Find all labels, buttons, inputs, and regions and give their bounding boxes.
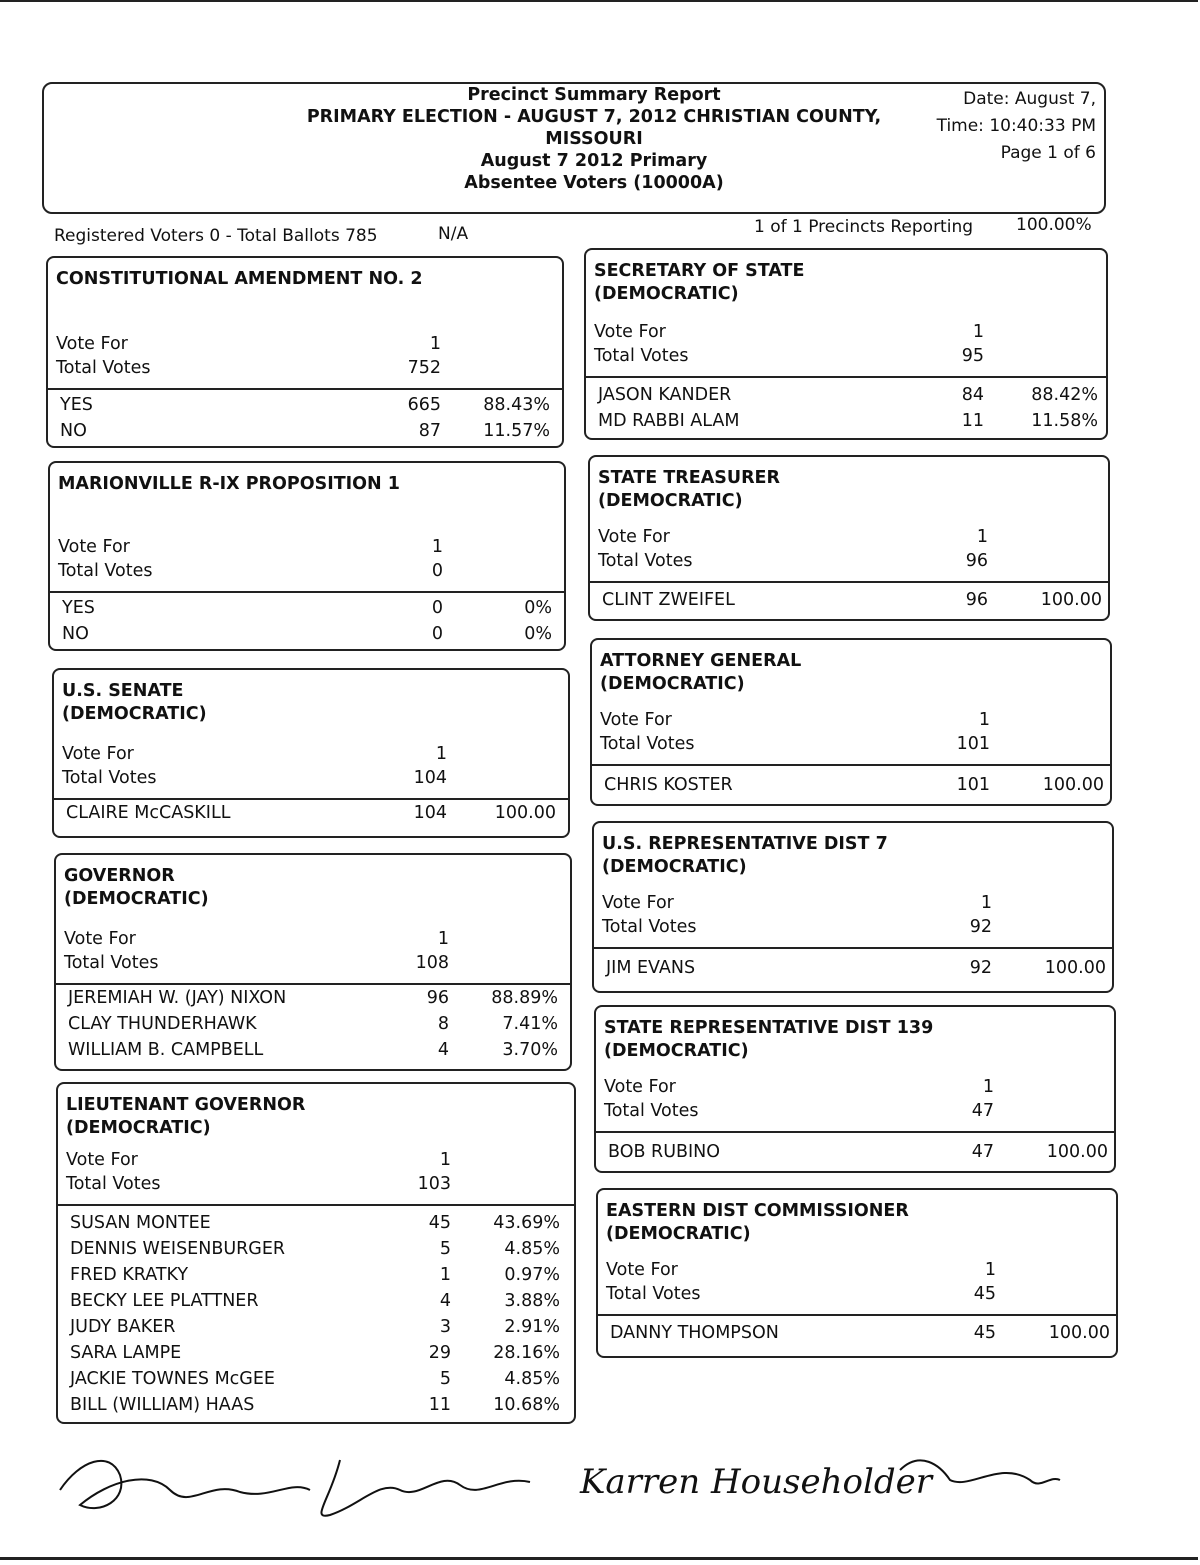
candidate-row [598,382,1098,408]
title-line: Precinct Summary Report [467,85,721,105]
candidate-name: BECKY LEE PLATTNER [70,1291,259,1311]
candidate-percent: 100.00 [494,803,556,823]
candidate-votes: 96 [426,988,449,1008]
total-votes-row [594,344,1098,368]
candidate-percent: 28.16% [493,1343,560,1363]
candidate-name: CLINT ZWEIFEL [602,590,735,610]
report-title [264,84,924,194]
vote-for-row [600,708,1102,732]
vote-for-row-label: Vote For [62,744,134,764]
total-votes-row-label: Total Votes [604,1101,699,1121]
vote-for-row [598,525,1100,549]
total-votes-row-value: 104 [413,768,447,788]
candidate-name: YES [62,598,95,618]
reporting-percent: 100.00% [1016,215,1092,235]
candidate-name: DANNY THOMPSON [610,1323,779,1343]
candidate-percent: 2.91% [504,1317,560,1337]
candidate-name: YES [60,395,93,415]
candidate-votes: 45 [428,1213,451,1233]
total-votes-row-value: 47 [971,1101,994,1121]
race-divider [586,376,1106,378]
total-votes-row [62,766,560,790]
race-box [54,853,572,1071]
candidate-percent: 0% [524,598,552,618]
candidate-percent: 88.42% [1031,385,1098,405]
vote-for-row-label: Vote For [604,1077,676,1097]
race-divider [596,1131,1114,1133]
race-title: EASTERN DIST COMMISSIONER (DEMOCRATIC) [606,1201,909,1244]
candidate-row [68,985,562,1011]
candidate-percent: 0% [524,624,552,644]
candidate-name: SUSAN MONTEE [70,1213,211,1233]
candidate-votes: 8 [437,1014,449,1034]
candidate-votes: 92 [969,958,992,978]
race-box [590,638,1112,806]
total-votes-row-value: 0 [431,561,443,581]
candidate-votes: 96 [965,590,988,610]
page-number: Page 1 of 6 [1000,143,1096,163]
candidate-percent: 88.43% [483,395,550,415]
total-votes-row [602,915,1104,939]
total-votes-row-label: Total Votes [64,953,159,973]
vote-for-row-value: 1 [978,710,990,730]
total-votes-row-value: 96 [965,551,988,571]
vote-for-row-value: 1 [972,322,984,342]
race-box [584,248,1108,440]
total-votes-row [598,549,1100,573]
race-title: STATE REPRESENTATIVE DIST 139 (DEMOCRATIC) [604,1018,934,1061]
race-title: STATE TREASURER (DEMOCRATIC) [598,468,780,511]
candidate-votes: 45 [973,1323,996,1343]
candidate-row [70,1236,566,1262]
vote-for-row-label: Vote For [606,1260,678,1280]
candidate-percent: 43.69% [493,1213,560,1233]
total-votes-row-value: 45 [973,1284,996,1304]
candidate-votes: 47 [971,1142,994,1162]
candidate-row [62,621,556,647]
candidate-row [70,1366,566,1392]
vote-for-row-label: Vote For [66,1150,138,1170]
candidate-row [70,1314,566,1340]
candidate-percent: 100.00 [1040,590,1102,610]
candidate-name: JASON KANDER [598,385,732,405]
total-votes-row-label: Total Votes [606,1284,701,1304]
candidate-row [70,1340,566,1366]
total-votes-row-label: Total Votes [594,346,689,366]
vote-for-row-value: 1 [435,744,447,764]
total-votes-row [64,951,562,975]
candidate-name: WILLIAM B. CAMPBELL [68,1040,264,1060]
candidate-percent: 11.58% [1031,411,1098,431]
candidate-votes: 0 [431,624,443,644]
total-votes-row [600,732,1102,756]
total-votes-row [606,1282,1108,1306]
signature-householder: Karren Householder [580,1462,932,1502]
candidate-name: JUDY BAKER [70,1317,176,1337]
candidate-votes: 665 [407,395,441,415]
vote-for-row [56,332,554,356]
race-box [48,461,566,651]
candidate-votes: 87 [418,421,441,441]
vote-for-row [606,1258,1108,1282]
vote-for-row-value: 1 [429,334,441,354]
candidate-percent: 88.89% [491,988,558,1008]
candidate-row [68,1011,562,1037]
candidate-name: JACKIE TOWNES McGEE [70,1369,275,1389]
total-votes-row-label: Total Votes [602,917,697,937]
race-divider [598,1314,1116,1316]
candidate-name: BOB RUBINO [608,1142,721,1162]
title-line: Absentee Voters (10000A) [464,173,724,193]
vote-for-row-value: 1 [982,1077,994,1097]
candidate-percent: 0.97% [504,1265,560,1285]
total-votes-row-value: 95 [961,346,984,366]
vote-for-row-value: 1 [976,527,988,547]
total-votes-row-value: 92 [969,917,992,937]
candidate-votes: 0 [431,598,443,618]
vote-for-row-label: Vote For [58,537,130,557]
candidate-name: SARA LAMPE [70,1343,182,1363]
candidate-row [62,595,556,621]
race-title: LIEUTENANT GOVERNOR (DEMOCRATIC) [66,1095,306,1138]
candidate-percent: 3.70% [502,1040,558,1060]
vote-for-row [594,320,1098,344]
candidate-row [602,587,1100,613]
vote-for-row-label: Vote For [594,322,666,342]
candidate-percent: 4.85% [504,1239,560,1259]
race-box [46,256,564,448]
candidate-name: DENNIS WEISENBURGER [70,1239,286,1259]
vote-for-row-label: Vote For [56,334,128,354]
total-votes-row [56,356,554,380]
vote-for-row-value: 1 [439,1150,451,1170]
candidate-row [68,1037,562,1063]
candidate-row [70,1262,566,1288]
candidate-percent: 3.88% [504,1291,560,1311]
na-label: N/A [438,224,469,244]
candidate-row [66,800,560,826]
candidate-row [608,1139,1106,1165]
candidate-votes: 101 [956,775,990,795]
vote-for-row-label: Vote For [64,929,136,949]
candidate-percent: 100.00 [1042,775,1104,795]
vote-for-row-value: 1 [984,1260,996,1280]
candidate-percent: 100.00 [1048,1323,1110,1343]
total-votes-row-label: Total Votes [598,551,693,571]
race-divider [594,947,1112,949]
candidate-name: CHRIS KOSTER [604,775,733,795]
candidate-row [70,1288,566,1314]
total-votes-row-value: 108 [415,953,449,973]
race-box [56,1082,576,1424]
vote-for-row-label: Vote For [602,893,674,913]
candidate-percent: 100.00 [1044,958,1106,978]
total-votes-row-label: Total Votes [66,1174,161,1194]
vote-for-row-label: Vote For [600,710,672,730]
title-line: August 7 2012 Primary [480,151,708,171]
candidate-votes: 5 [439,1369,451,1389]
total-votes-row-label: Total Votes [58,561,153,581]
report-date: Date: August 7, [963,89,1096,109]
race-box [594,1005,1116,1173]
vote-for-row [58,535,556,559]
candidate-row [70,1392,566,1418]
vote-for-row [604,1075,1106,1099]
total-votes-row-value: 752 [407,358,441,378]
candidate-votes: 4 [439,1291,451,1311]
candidate-votes: 29 [428,1343,451,1363]
race-divider [590,581,1108,583]
candidate-percent: 4.85% [504,1369,560,1389]
total-votes-row-label: Total Votes [600,734,695,754]
vote-for-row [602,891,1104,915]
race-title: ATTORNEY GENERAL (DEMOCRATIC) [600,651,802,694]
vote-for-row-value: 1 [980,893,992,913]
vote-for-row-value: 1 [437,929,449,949]
total-votes-row [66,1172,566,1196]
vote-for-row [64,927,562,951]
race-title: MARIONVILLE R-IX PROPOSITION 1 [58,474,400,494]
candidate-name: JIM EVANS [606,958,696,978]
candidate-row [606,955,1104,981]
race-box [592,821,1114,993]
candidate-percent: 11.57% [483,421,550,441]
candidate-row [60,392,554,418]
total-votes-row-value: 101 [956,734,990,754]
candidate-row [598,408,1098,434]
candidate-name: FRED KRATKY [70,1265,189,1285]
race-box [596,1188,1118,1358]
candidate-percent: 100.00 [1046,1142,1108,1162]
candidate-row [604,772,1102,798]
candidate-percent: 10.68% [493,1395,560,1415]
race-title: U.S. SENATE (DEMOCRATIC) [62,681,207,724]
candidate-votes: 11 [961,411,984,431]
candidate-votes: 5 [439,1239,451,1259]
candidate-votes: 3 [439,1317,451,1337]
total-votes-row-value: 103 [417,1174,451,1194]
precincts-reporting: 1 of 1 Precincts Reporting [754,217,974,237]
candidate-votes: 104 [413,803,447,823]
candidate-name: CLAIRE McCASKILL [66,803,231,823]
candidate-name: NO [62,624,89,644]
total-votes-row [58,559,556,583]
title-line: PRIMARY ELECTION - AUGUST 7, 2012 CHRISTIAN COUNTY, [306,107,882,127]
race-title: SECRETARY OF STATE (DEMOCRATIC) [594,261,805,304]
candidate-percent: 7.41% [502,1014,558,1034]
race-divider [48,388,562,390]
total-votes-row-label: Total Votes [62,768,157,788]
candidate-name: CLAY THUNDERHAWK [68,1014,257,1034]
candidate-row [70,1210,566,1236]
vote-for-row-value: 1 [431,537,443,557]
candidate-name: BILL (WILLIAM) HAAS [70,1395,255,1415]
candidate-votes: 4 [437,1040,449,1060]
vote-for-row-label: Vote For [598,527,670,547]
vote-for-row [66,1148,566,1172]
total-votes-row-label: Total Votes [56,358,151,378]
race-divider [592,764,1110,766]
candidate-votes: 84 [961,385,984,405]
report-time: Time: 10:40:33 PM [936,116,1096,136]
race-divider [58,1204,574,1206]
race-box [588,455,1110,621]
report-meta [937,86,1096,167]
candidate-name: JEREMIAH W. (JAY) NIXON [68,988,287,1008]
race-title: CONSTITUTIONAL AMENDMENT NO. 2 [56,269,423,289]
candidate-name: MD RABBI ALAM [598,411,740,431]
report-header [42,82,1106,214]
race-title: GOVERNOR (DEMOCRATIC) [64,866,209,909]
candidate-votes: 1 [439,1265,451,1285]
candidate-votes: 11 [428,1395,451,1415]
candidate-row [610,1320,1108,1346]
candidate-name: NO [60,421,87,441]
race-divider [50,591,564,593]
race-box [52,668,570,838]
signatures-area [40,1420,1080,1530]
race-title: U.S. REPRESENTATIVE DIST 7 (DEMOCRATIC) [602,834,888,877]
candidate-row [60,418,554,444]
vote-for-row [62,742,560,766]
title-line: MISSOURI [545,129,643,149]
registered-voters: Registered Voters 0 - Total Ballots 785 [54,226,378,246]
total-votes-row [604,1099,1106,1123]
